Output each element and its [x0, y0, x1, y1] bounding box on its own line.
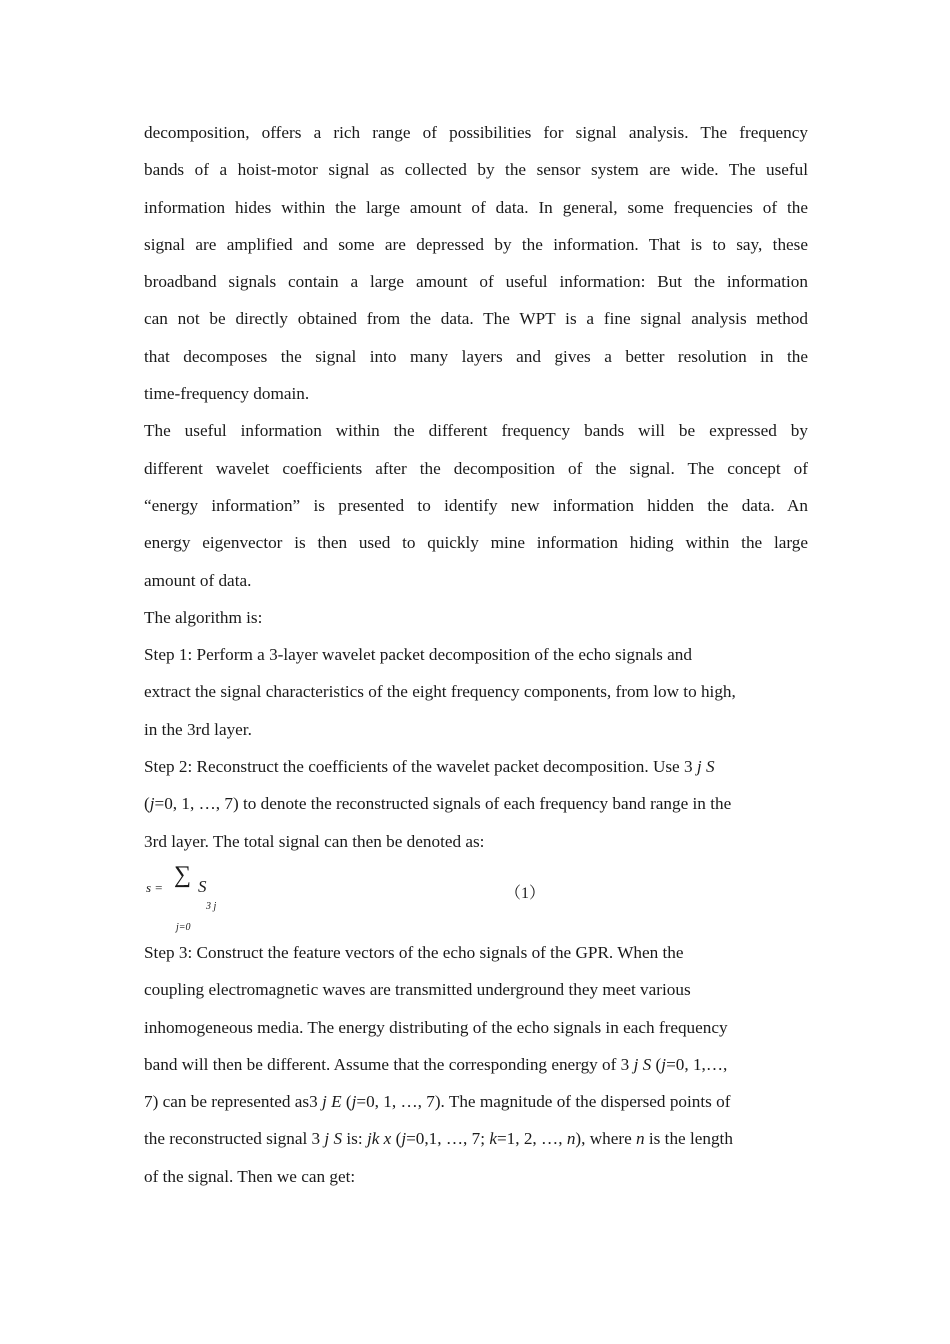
symbol-e3j: j E	[322, 1092, 342, 1112]
step-3-line-6	[144, 1120, 808, 1157]
step-3-text: (	[391, 1129, 402, 1149]
equation-number: （1）	[505, 884, 546, 902]
equation-term-subscript: 3 j	[206, 900, 217, 912]
algorithm-intro: The algorithm is:	[144, 607, 263, 627]
step-1-line-2: extract the signal characteristics of the eight frequency components, from low to high,	[144, 682, 736, 702]
step-3-text: the reconstructed signal 3	[144, 1129, 325, 1149]
step-3-text: =0, 1, …, 7). The magnitude of the dispersed points of	[356, 1092, 731, 1112]
paragraph-2-line-2: different wavelet coefficients after the decomposition of the signal. The concept of	[144, 458, 808, 478]
symbol-n: n	[566, 1129, 576, 1149]
step-3-line-4	[144, 1046, 808, 1083]
step-1-line-3: in the 3rd layer.	[144, 719, 252, 739]
paragraph-1-line-4: signal are amplified and some are depressed by the information. That is to say, these	[144, 234, 808, 254]
step-3-text: =0,1, …, 7;	[406, 1129, 490, 1149]
step-3-text: (	[651, 1054, 662, 1074]
paragraph-2-line-3: “energy information” is presented to identify new information hidden the data. An	[144, 495, 808, 515]
step-3-text: ), where	[575, 1129, 637, 1149]
step-3-line-2: coupling electromagnetic waves are transmitted underground they meet various	[144, 980, 691, 1000]
step-3-text: 7) can be represented as3	[144, 1092, 322, 1112]
symbol-j: j	[661, 1054, 667, 1074]
step-3-text: is the length	[644, 1129, 733, 1149]
paragraph-1-line-8: time-frequency domain.	[144, 384, 310, 404]
step-3-text: =0, 1,…,	[666, 1054, 728, 1074]
symbol-j: j	[401, 1129, 407, 1149]
paragraph-1-line-1: decomposition, offers a rich range of possibilities for signal analysis. The frequency	[144, 123, 808, 142]
step-3-text: (	[341, 1092, 352, 1112]
step-3-text: band will then be different. Assume that the corresponding energy of 3	[144, 1054, 634, 1074]
symbol-s3j: j S	[696, 757, 715, 777]
paragraph-2-line-1: The useful information within the different frequency bands will be expressed by	[144, 421, 808, 441]
step-2-line-2	[144, 785, 808, 822]
step-3-text: is:	[342, 1129, 367, 1149]
paragraph-2-line-5: amount of data.	[144, 570, 252, 590]
equation-term: S	[198, 876, 207, 896]
paragraph-1-line-6: can not be directly obtained from the data. The WPT is a fine signal analysis method	[144, 309, 808, 329]
symbol-s3j: j S	[324, 1129, 343, 1149]
summation-lower-limit: j=0	[176, 921, 191, 933]
step-2-text: Step 2: Reconstruct the coefficients of the wavelet packet decomposition. Use 3	[144, 757, 697, 777]
paragraph-1-line-3: information hides within the large amount of data. In general, some frequencies of the	[144, 197, 808, 217]
paragraph-1-line-2: bands of a hoist-motor signal as collected by the sensor system are wide. The useful	[144, 160, 808, 180]
step-1-line-1: Step 1: Perform a 3-layer wavelet packet decomposition of the echo signals and	[144, 645, 692, 665]
paragraph-2-line-4: energy eigenvector is then used to quickly mine information hiding within the large	[144, 533, 808, 553]
step-2-line-1	[144, 748, 808, 785]
step-3-line-5	[144, 1083, 808, 1120]
step-3-line-7: of the signal. Then we can get:	[144, 1166, 356, 1186]
equation-lhs: s =	[146, 879, 164, 895]
symbol-j: j	[351, 1092, 357, 1112]
step-2-text: (	[144, 794, 150, 814]
summation-symbol: ∑	[174, 861, 192, 888]
equation-1	[144, 860, 808, 934]
symbol-s3j: j S	[633, 1054, 652, 1074]
step-3-line-1: Step 3: Construct the feature vectors of the echo signals of the GPR. When the	[144, 942, 684, 962]
symbol-xjk: jk x	[366, 1129, 392, 1149]
document-page	[144, 114, 808, 1195]
step-3-text: =1, 2, …,	[496, 1129, 567, 1149]
symbol-j: j	[149, 794, 155, 814]
step-3-line-3: inhomogeneous media. The energy distributing of the echo signals in each frequency	[144, 1017, 728, 1037]
paragraph-1-line-5: broadband signals contain a large amount of useful information: But the information	[144, 272, 808, 292]
step-2-text: =0, 1, …, 7) to denote the reconstructed signals of each frequency band range in the	[154, 794, 732, 814]
paragraph-1-line-7: that decomposes the signal into many layers and gives a better resolution in the	[144, 346, 808, 366]
step-2-line-3: 3rd layer. The total signal can then be denoted as:	[144, 831, 485, 851]
symbol-n: n	[636, 1129, 645, 1149]
symbol-k: k	[489, 1129, 497, 1149]
